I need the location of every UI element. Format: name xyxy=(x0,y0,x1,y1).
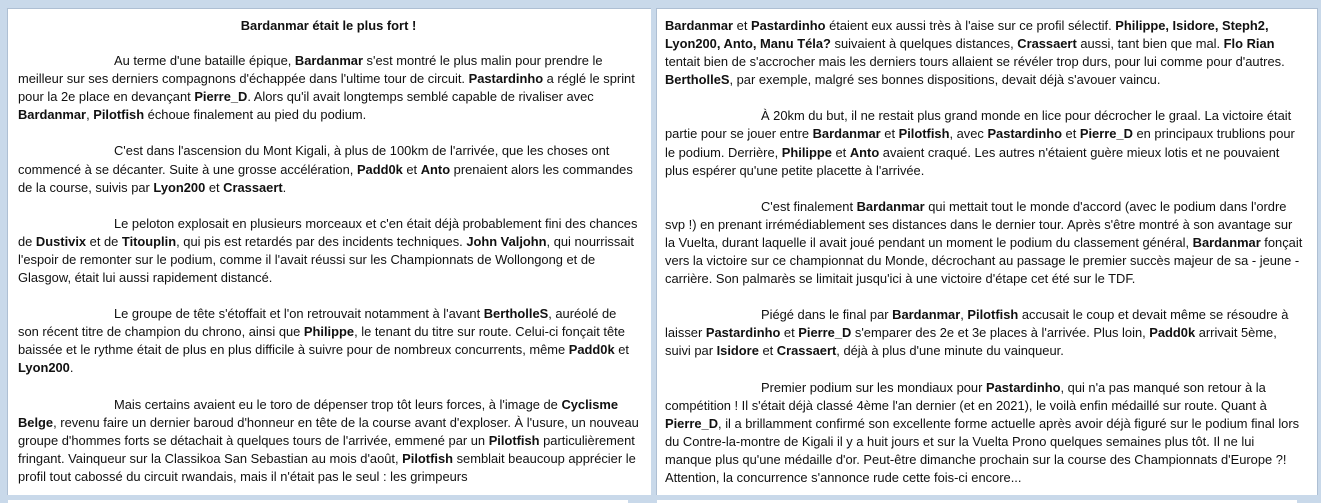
bold-name: Pilotfish xyxy=(93,107,145,123)
bold-name: Pierre_D xyxy=(665,415,719,431)
text-run: Mais certains avaient eu le toro de dépenser trop tôt leurs forces, à l'image de xyxy=(114,396,562,412)
bold-name: Bardanmar xyxy=(1192,234,1261,250)
bold-name: Padd0k xyxy=(1149,325,1196,341)
bold-name: Pilotfish xyxy=(898,126,950,142)
text-run: et xyxy=(402,161,421,177)
bold-name: Titouplin xyxy=(121,233,177,249)
bold-name: Pierre_D xyxy=(798,325,852,341)
bold-name: Padd0k xyxy=(568,342,615,358)
bold-name: Pastardinho xyxy=(705,325,781,341)
paragraph xyxy=(18,305,639,377)
text-run: aussi, tant bien que mal. xyxy=(1076,36,1224,52)
text-run: , auréolé de son récent titre de champion du chrono, ainsi que xyxy=(18,306,617,340)
bold-name: Bardanmar xyxy=(665,18,734,33)
text-run: et xyxy=(780,325,799,341)
paragraph xyxy=(18,142,639,196)
bold-name: Flo Rian xyxy=(1223,36,1275,52)
page-left[interactable] xyxy=(8,9,651,495)
paragraph xyxy=(665,198,1303,288)
bold-name: Philippe xyxy=(781,144,832,160)
bold-name: BertholleS xyxy=(483,306,549,322)
text-run: en principaux trublions pour le podium. Derrière, xyxy=(665,126,1295,160)
paragraph xyxy=(18,396,639,486)
text-run: Le groupe de tête s'étoffait et l'on retrouvait notamment à l'avant xyxy=(114,306,484,322)
bold-name: John Valjohn xyxy=(466,233,547,249)
page-left-content xyxy=(8,17,651,486)
bold-name: Crassaert xyxy=(1017,36,1077,52)
text-run: avaient craqué. Les autres n'étaient guère mieux lotis et ne pouvaient plus espérer qu'une petite placette à l'arrivée. xyxy=(665,144,1280,178)
text-run: , xyxy=(86,107,94,123)
bold-name: Anto xyxy=(420,161,451,177)
paragraph xyxy=(665,107,1303,179)
text-run: À 20km du but, il ne restait plus grand monde en lice pour décrocher le graal. La victoire était partie pour se jouer entre xyxy=(665,108,1292,142)
bold-name: Crassaert xyxy=(776,343,837,359)
text-run: s'est montré le plus malin pour prendre le meilleur sur ses derniers compagnons d'échappée dans l'ultime tour de circuit. xyxy=(18,53,603,87)
bold-name: Philippe, Isidore, Steph2, Lyon200, Anto, Manu Téla? xyxy=(665,18,1269,52)
text-run: Au terme d'une bataille épique, xyxy=(114,53,295,69)
bold-name: Pilotfish xyxy=(488,432,540,448)
text-run: . Alors qu'il avait longtemps semblé capable de rivaliser avec xyxy=(247,89,594,105)
bold-name: Philippe xyxy=(303,324,355,340)
bold-name: Pastardinho xyxy=(750,18,826,33)
text-run: fonçait vers la victoire sur ce championnat du Monde, décrochant au passage le premier succès majeur de sa - jeune - carrière. Son palmarès se limitait jusqu'ici à une victoire d'étape cet été sur le TDF. xyxy=(665,234,1303,287)
text-run: et de xyxy=(86,233,122,249)
text-run: prenaient alors les commandes de la course, suivis par xyxy=(18,161,633,195)
bold-name: Bardanmar xyxy=(892,307,961,323)
text-run: et xyxy=(831,144,850,160)
text-run: , avec xyxy=(949,126,988,142)
bold-name: Isidore xyxy=(716,343,759,359)
bold-name: Dustivix xyxy=(35,233,87,249)
bold-name: BertholleS xyxy=(665,72,730,88)
text-run: s'emparer des 2e et 3e places à l'arrivée. Plus loin, xyxy=(851,325,1150,341)
text-run: , par exemple, malgré ses bonnes dispositions, devait déjà s'avouer vaincu. xyxy=(729,72,1161,88)
paragraph xyxy=(665,17,1303,89)
bold-name: Bardanmar xyxy=(294,53,363,69)
text-run: semblait beaucoup apprécier le profil tout cabossé du circuit rwandais, mais il n'était pas le seul : les grimpeurs xyxy=(18,450,636,484)
text-run: échoue finalement au pied du podium. xyxy=(144,107,367,123)
bold-name: Cyclisme Belge xyxy=(18,396,619,430)
bold-name: Anto xyxy=(849,144,880,160)
text-run: Premier podium sur les mondiaux pour xyxy=(761,379,986,395)
text-run: et xyxy=(733,18,751,33)
text-run: , le tenant du titre sur route. Celui-ci fonçait tête baissée et le rythme était de plus en plus difficile à suivre pour de nombreux concurrents, même xyxy=(18,324,625,358)
text-run: , qui pis est retardés par des incidents techniques. xyxy=(176,233,467,249)
text-run: Piégé dans le final par xyxy=(761,307,893,323)
bold-name: Lyon200 xyxy=(18,360,70,376)
text-run: arrivait 5ème, suivi par xyxy=(665,325,1277,359)
paragraph xyxy=(665,379,1303,488)
text-run: C'est dans l'ascension du Mont Kigali, à plus de 100km de l'arrivée, que les choses ont commencé à se décanter. Suite à une grosse accélération, xyxy=(18,143,610,177)
bold-name: Pastardinho xyxy=(987,126,1062,142)
bold-name: Bardanmar xyxy=(18,107,87,123)
text-run: , il a brillamment confirmé son excellente forme actuelle après avoir déjà figuré sur le podium final lors du Contre-la-montre de Kigali il y a huit jours et sur la Vuelta Prono quelques semaines plus tôt. Il ne lui manque plus qu'une médaille d'or. Peut-être dimanche prochain sur la course des Championnats d'Europe ?! Attention, la concurrence s'annonce rude cette fois-ci encore... xyxy=(665,415,1300,485)
paragraph xyxy=(18,215,639,287)
text-run: accusait le coup et devait même se résoudre à laisser xyxy=(665,307,1289,341)
text-run: C'est finalement xyxy=(761,198,857,214)
text-run: , qui n'a pas manqué son retour à la compétition ! Il s'était déjà classé 4ème l'an dernier (et en 2021), le voilà enfin médaillé sur route. Quant à xyxy=(665,379,1267,413)
text-run: , xyxy=(960,307,968,323)
text-run: tentait bien de s'accrocher mais les derniers tours allaient se révéler trop durs, pour lui comme pour d'autres. xyxy=(665,54,1285,70)
text-run: , déjà à plus d'une minute du vainqueur. xyxy=(836,343,1064,359)
bold-name: Crassaert xyxy=(223,179,283,195)
text-run: , revenu faire un dernier baroud d'honneur en tête de la course avant d'exploser. À l'usure, un nouveau groupe d'hommes forts se détachait à quelques tours de l'arrivée, emmené par un xyxy=(18,414,639,448)
text-run: , qui nourrissait l'espoir de remonter sur le podium, comme il l'avait réussi sur les Championnats de Wollongong et de Glasgow, était lui aussi rapidement distancé. xyxy=(18,233,634,286)
bold-name: Pierre_D xyxy=(1079,126,1133,142)
page-right[interactable] xyxy=(657,9,1317,495)
paragraph xyxy=(18,52,639,124)
article-title: Bardanmar était le plus fort ! xyxy=(240,18,417,33)
text-run: et xyxy=(1061,126,1080,142)
bold-name: Padd0k xyxy=(356,161,403,177)
text-run: et xyxy=(614,342,629,358)
bold-name: Bardanmar xyxy=(812,126,881,142)
text-run: a réglé le sprint pour la 2e place en devançant xyxy=(18,71,635,105)
bold-name: Bardanmar xyxy=(856,198,925,214)
paragraph xyxy=(665,306,1303,360)
text-run: et xyxy=(205,179,224,195)
text-run: étaient eux aussi très à l'aise sur ce profil sélectif. xyxy=(825,18,1116,33)
text-run: . xyxy=(69,360,74,376)
bold-name: Lyon200 xyxy=(153,179,206,195)
text-run: qui mettait tout le monde d'accord (avec le podium dans l'ordre svp !) en prenant irrémédiablement ses distances dans le dernier tour. Après s'être montré à son avantage sur la Vuelta, durant laquelle il avait joué pendant un moment le podium du classement général, xyxy=(665,198,1293,250)
bold-name: Pilotfish xyxy=(402,450,454,466)
text-run: particulièrement fringant. Vainqueur sur la Classikoa San Sebastian au mois d'août, xyxy=(18,432,635,466)
bold-name: Pastardinho xyxy=(468,71,544,87)
text-run: et xyxy=(880,126,899,142)
text-run: Le peloton explosait en plusieurs morceaux et c'en était déjà probablement fini des chances de xyxy=(18,215,638,249)
page-right-content xyxy=(657,17,1317,487)
bold-name: Pierre_D xyxy=(194,89,248,105)
text-run: . xyxy=(282,179,287,195)
text-run: suivaient à quelques distances, xyxy=(830,36,1018,52)
bold-name: Pastardinho xyxy=(985,379,1061,395)
bold-name: Pilotfish xyxy=(967,307,1019,323)
text-run: et xyxy=(758,343,777,359)
